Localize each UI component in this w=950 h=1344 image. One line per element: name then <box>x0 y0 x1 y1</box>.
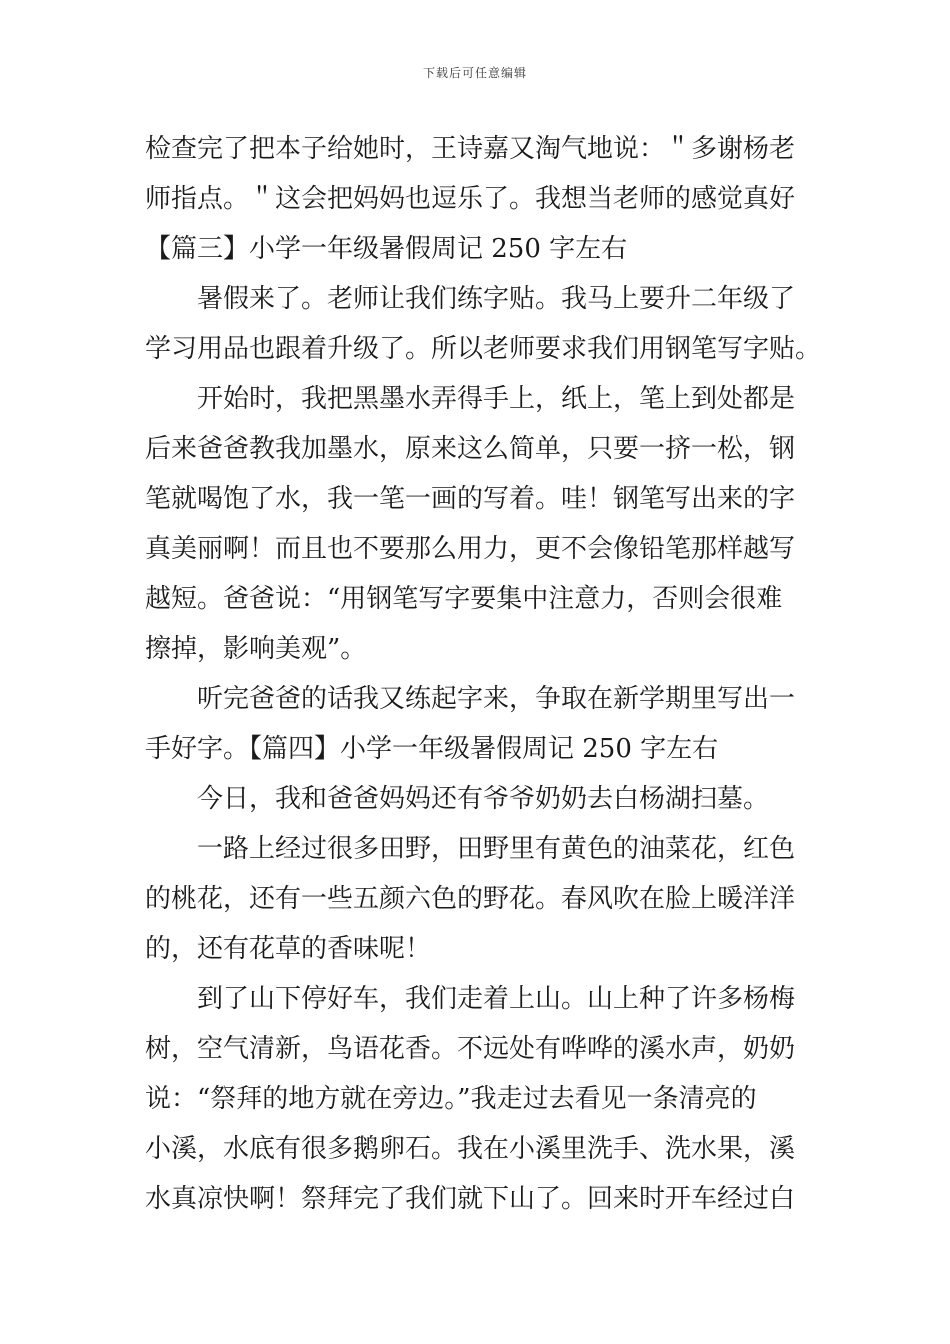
text-line: 树，空气清新，鸟语花香。不远处有哗哗的溪水声，奶奶 <box>145 1034 796 1064</box>
text-line: 说：“祭拜的地方就在旁边。”我走过去看见一条清亮的 <box>145 1084 757 1114</box>
text-line: 小溪，水底有很多鹅卵石。我在小溪里洗手、洗水果，溪 <box>145 1134 796 1164</box>
text-line: 越短。爸爸说：“用钢笔写字要集中注意力，否则会很难 <box>145 584 783 614</box>
text-line: 师指点。＂这会把妈妈也逗乐了。我想当老师的感觉真好 <box>145 184 796 214</box>
section-heading: 【篇三】小学一年级暑假周记 250 字左右 <box>145 234 628 264</box>
paragraph-start-line: 到了山下停好车，我们走着上山。山上种了许多杨梅 <box>197 984 796 1014</box>
paragraph-start-line: 今日，我和爸爸妈妈还有爷爷奶奶去白杨湖扫墓。 <box>197 784 770 814</box>
text-line: 的桃花，还有一些五颜六色的野花。春风吹在脸上暖洋洋 <box>145 884 796 914</box>
text-line: 真美丽啊！而且也不要那么用力，更不会像铅笔那样越写 <box>145 534 796 564</box>
text-line: 后来爸爸教我加墨水，原来这么简单，只要一挤一松，钢 <box>145 434 796 464</box>
paragraph-start-line: 暑假来了。老师让我们练字贴。我马上要升二年级了 <box>197 284 796 314</box>
paragraph-start-line: 开始时，我把黑墨水弄得手上，纸上，笔上到处都是 <box>197 384 796 414</box>
text-line: 手好字。【篇四】小学一年级暑假周记 250 字左右 <box>145 734 719 764</box>
text-line: 检查完了把本子给她时，王诗嘉又淘气地说：＂多谢杨老 <box>145 134 796 164</box>
paragraph-start-line: 听完爸爸的话我又练起字来，争取在新学期里写出一 <box>197 684 796 714</box>
paragraph-start-line: 一路上经过很多田野，田野里有黄色的油菜花，红色 <box>197 834 796 864</box>
text-line: 笔就喝饱了水，我一笔一画的写着。哇！钢笔写出来的字 <box>145 484 796 514</box>
text-line: 学习用品也跟着升级了。所以老师要求我们用钢笔写字贴。 <box>145 334 822 364</box>
text-line: 擦掉，影响美观”。 <box>145 634 367 664</box>
page-header: 下载后可任意编辑 <box>422 66 527 80</box>
text-line: 的，还有花草的香味呢！ <box>145 934 432 964</box>
text-line: 水真凉快啊！祭拜完了我们就下山了。回来时开车经过白 <box>145 1184 796 1214</box>
document-body <box>145 124 822 1224</box>
